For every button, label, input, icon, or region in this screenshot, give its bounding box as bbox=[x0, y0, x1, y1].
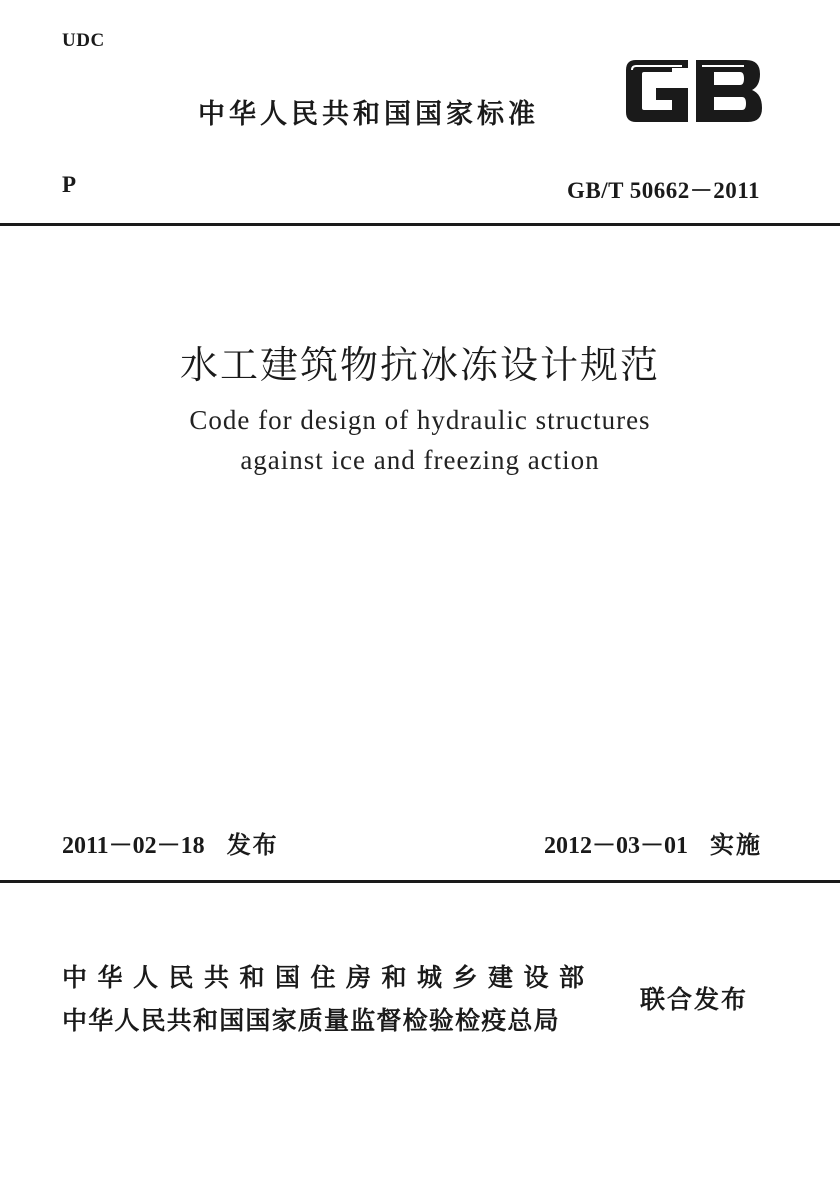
issue-date-block bbox=[62, 825, 279, 860]
title-english-line-2: against ice and freezing action bbox=[240, 445, 600, 475]
issue-date: 2011－02－18 bbox=[62, 833, 205, 859]
standard-type: 中华人民共和国国家标准 bbox=[198, 99, 539, 130]
issuing-authority-2: 中华人民共和国国家质量监督检验检疫总局 bbox=[62, 1006, 560, 1035]
udc-label: UDC bbox=[62, 30, 105, 51]
issuing-authority-1: 中华人民共和国住房和城乡建设部 bbox=[62, 963, 595, 992]
implementation-date: 2012－03－01 bbox=[544, 833, 688, 859]
implementation-label: 实施 bbox=[710, 831, 762, 859]
standard-number: GB/T 50662－2011 bbox=[566, 178, 760, 203]
issue-label: 发布 bbox=[226, 831, 279, 859]
joint-issue-label: 联合发布 bbox=[640, 985, 749, 1014]
bottom-divider bbox=[0, 880, 840, 883]
title-english-line-1: Code for design of hydraulic structures bbox=[189, 405, 651, 435]
title-chinese: 水工建筑物抗冰冻设计规范 bbox=[179, 343, 660, 387]
top-divider bbox=[0, 223, 840, 226]
implementation-date-block bbox=[544, 825, 762, 860]
classification-code: P bbox=[62, 172, 77, 197]
gb-logo bbox=[622, 56, 766, 126]
title-english bbox=[0, 400, 840, 480]
